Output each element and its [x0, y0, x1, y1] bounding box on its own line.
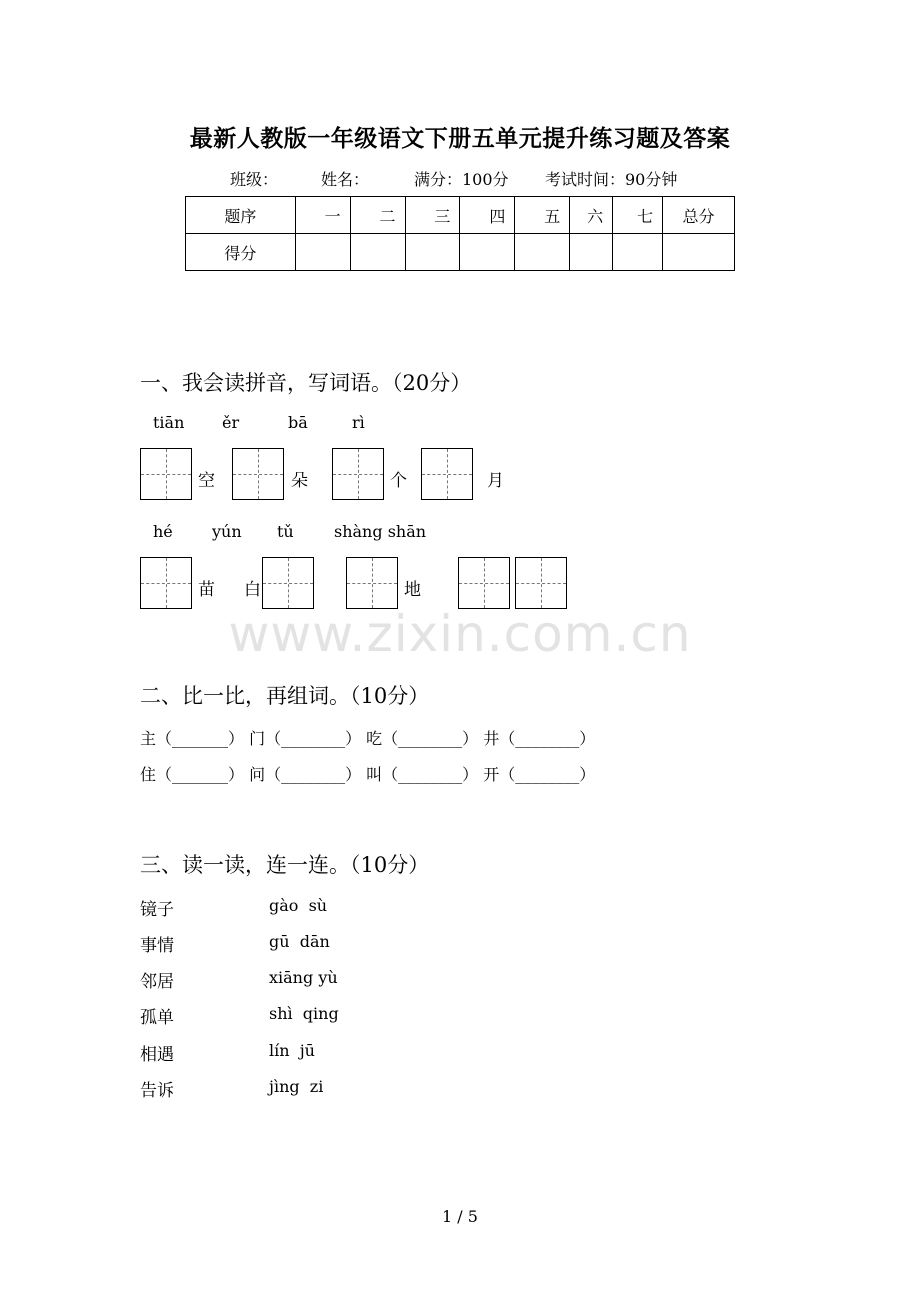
table-cell: 题序 — [186, 197, 296, 234]
pinyin-label: shàng shān — [334, 522, 427, 541]
match-word[interactable]: 相遇 — [140, 1045, 174, 1065]
match-word[interactable]: 镜子 — [140, 900, 174, 920]
given-character: 朵 — [291, 471, 308, 491]
match-word[interactable]: 事情 — [140, 936, 174, 956]
watermark: www.zixin.com.cn — [228, 605, 692, 663]
given-character: 白 — [244, 580, 261, 600]
score-input-cell[interactable] — [295, 234, 350, 271]
score-input-cell[interactable] — [663, 234, 735, 271]
section3-heading: 三、读一读，连一连。（10分） — [140, 853, 430, 877]
match-pinyin[interactable]: shì qing — [269, 1004, 339, 1023]
writing-grid-box[interactable] — [140, 448, 192, 500]
writing-grid-box[interactable] — [232, 448, 284, 500]
match-pinyin[interactable]: gào sù — [269, 896, 328, 915]
writing-grid-box[interactable] — [140, 557, 192, 609]
pinyin-label: tǔ — [277, 522, 294, 541]
given-character: 地 — [404, 580, 421, 600]
compare-words-line[interactable]: 主（_______） 门（________） 吃（________） 井（________） — [140, 729, 596, 748]
score-input-cell[interactable] — [405, 234, 460, 271]
score-input-cell[interactable] — [460, 234, 515, 271]
writing-grid-box[interactable] — [332, 448, 384, 500]
compare-words-line[interactable]: 住（_______） 问（________） 叫（________） 开（________） — [140, 765, 596, 784]
match-pinyin[interactable]: lín jū — [269, 1041, 315, 1060]
pinyin-label: ěr — [222, 413, 240, 432]
full-score-label: 满分：100分 — [414, 170, 509, 189]
pinyin-label: tiān — [153, 413, 185, 432]
exam-time-label: 考试时间：90分钟 — [545, 170, 678, 189]
name-label: 姓名： — [321, 170, 370, 189]
writing-grid-box[interactable] — [515, 557, 567, 609]
pinyin-label: bā — [288, 413, 308, 432]
page-indicator: 1 / 5 — [442, 1207, 478, 1226]
given-character: 苗 — [198, 580, 215, 600]
score-input-cell[interactable] — [613, 234, 663, 271]
given-character: 个 — [390, 471, 407, 491]
score-table-header-row — [186, 197, 735, 234]
score-table — [185, 196, 735, 271]
match-word[interactable]: 告诉 — [140, 1081, 174, 1101]
pinyin-label: rì — [352, 413, 365, 432]
table-cell: 总分 — [663, 197, 735, 234]
table-cell: 二 — [350, 197, 405, 234]
pinyin-label: yún — [212, 522, 242, 541]
pinyin-label: hé — [153, 522, 173, 541]
score-input-cell[interactable] — [350, 234, 405, 271]
given-character: 月 — [487, 471, 504, 491]
table-cell: 得分 — [186, 234, 296, 271]
writing-grid-box[interactable] — [421, 448, 473, 500]
score-input-cell[interactable] — [570, 234, 613, 271]
table-cell: 六 — [570, 197, 613, 234]
writing-grid-box[interactable] — [458, 557, 510, 609]
table-cell: 五 — [515, 197, 570, 234]
writing-grid-box[interactable] — [346, 557, 398, 609]
match-pinyin[interactable]: gū dān — [269, 932, 330, 951]
section2-heading: 二、比一比，再组词。（10分） — [140, 684, 430, 708]
table-cell: 四 — [460, 197, 515, 234]
score-table-score-row — [186, 234, 735, 271]
table-cell: 一 — [295, 197, 350, 234]
score-input-cell[interactable] — [515, 234, 570, 271]
document-title: 最新人教版一年级语文下册五单元提升练习题及答案 — [189, 125, 731, 152]
match-word[interactable]: 邻居 — [140, 972, 174, 992]
section1-heading: 一、我会读拼音，写词语。（20分） — [140, 371, 472, 395]
table-cell: 七 — [613, 197, 663, 234]
class-label: 班级： — [230, 170, 279, 189]
match-pinyin[interactable]: jìng zi — [269, 1077, 324, 1096]
match-word[interactable]: 孤单 — [140, 1008, 174, 1028]
given-character: 空 — [198, 471, 215, 491]
table-cell: 三 — [405, 197, 460, 234]
writing-grid-box[interactable] — [262, 557, 314, 609]
match-pinyin[interactable]: xiāng yù — [269, 968, 338, 987]
